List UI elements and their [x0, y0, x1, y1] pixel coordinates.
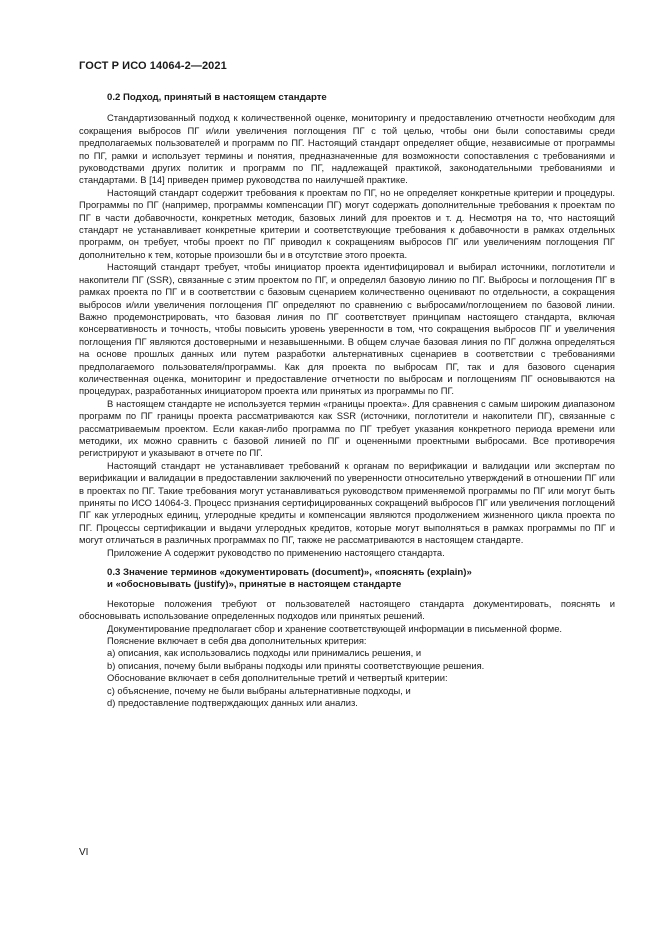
document-code-header: ГОСТ Р ИСО 14064-2—2021: [79, 60, 227, 72]
section-heading-0-3-line2: и «обосновывать (justify)», принятые в настоящем стандарте: [107, 579, 402, 591]
list-item: d) предоставление подтверждающих данных или анализ.: [107, 697, 358, 709]
section-heading-0-2: 0.2 Подход, принятый в настоящем стандарте: [107, 92, 327, 103]
paragraph: Настоящий стандарт требует, чтобы инициатор проекта идентифицировал и выбирал источники, поглотители и накопители ПГ (SSR), связанные с этим проектом по ПГ, и определял базовую линию по ПГ. Выбросы и поглощения ПГ в рамках проекта по ПГ и в соответствии с базовым сценарием количественно оценивают по отдельности, а сокращения выбросов и/или увеличения поглощения ПГ определяют по сравнению с выбросами/поглощением по базовой линии. Важно продемонстрировать, что базовая линия по ПГ соответствует принципам настоящего стандарта, включая консервативность и точность, чтобы повысить уровень уверенности в том, что сокращения выбросов ПГ и увеличения поглощения ПГ являются достоверными и незавышенными. В общем случае базовая линия по ПГ должна определяться на основе прошлых данных или путем разработки альтернативных сценариев в соответствии с требованиями предполагаемого пользователя/программы. Как для проекта по выбросам ПГ, так и для базового сценария количественная оценка, мониторинг и предоставление отчетности по выбросам и поглощениям ПГ основываются на процедурах, разработанных инициатором проекта или принятых из программы по ПГ.: [79, 261, 615, 397]
paragraph: Документирование предполагает сбор и хранение соответствующей информации в письменной форме.: [107, 622, 563, 634]
paragraph: Обоснование включает в себя дополнительные третий и четвертый критерии:: [107, 672, 448, 684]
paragraph: Настоящий стандарт не устанавливает требований к органам по верификации и валидации или экспертам по верификации и валидации в предоставлении заключений по уверенности относительно утверждений в отношении ПГ или в проектах по ПГ. Такие требования могут устанавливаться руководством применяемой программы по ПГ или могут быть приняты по ИСО 14064-3. Процесс признания сертифицированных сокращений выбросов ПГ или увеличения поглощений ПГ как углеродных единиц, углеродные кредиты и компенсации являются продолжением жизненного цикла проекта по ПГ. Процессы сертификации и выдачи углеродных кредитов, которые могут выполняться в рамках программы по ПГ и могут отличаться в различных программах по ПГ, также не рассматриваются в настоящем стандарте.: [79, 459, 615, 546]
paragraph: В настоящем стандарте не используется термин «границы проекта». Для сравнения с самым широким диапазоном программ по ПГ границы проекта рассматриваются как SSR (источники, поглотители и накопители ПГ), связанные с рассматриваемым проектом. Если какая-либо программа по ПГ требует указания конкретного периода времени или методики, их можно сравнить с базовой линией по ПГ и оцененными проектными выбросами. Все противоречия регистрируют и указывают в отчете по ПГ.: [79, 397, 615, 459]
page-number: VI: [79, 847, 89, 858]
section-heading-0-3: [79, 567, 615, 592]
list-item: c) объяснение, почему не были выбраны альтернативные подходы, и: [107, 684, 411, 696]
list-item: a) описания, как использовались подходы или принимались решения, и: [107, 647, 422, 659]
section-heading-0-3-line1: 0.3 Значение терминов «документировать (document)», «пояснять (explain)»: [107, 567, 472, 579]
paragraph: Настоящий стандарт содержит требования к проектам по ПГ, но не определяет конкретные критерии и процедуры. Программы по ПГ (например, программы компенсации ПГ) могут содержать дополнительные требования к проектам по ПГ в части добавочности, конкретных методик, базовых линий для проектов и т. д. Несмотря на то, что настоящий стандарт не устанавливает конкретные критерии и соответствующие требования к добавочности в рамках отдельных программ, он требует, чтобы проект по ПГ приводил к сокращениям выбросов ПГ или увеличениям поглощения ПГ дополнительно к тем, которые произошли бы и в отсутствие этого проекта.: [79, 186, 615, 260]
paragraph: Пояснение включает в себя два дополнительных критерия:: [107, 635, 367, 647]
paragraph: Стандартизованный подход к количественной оценке, мониторингу и предоставлению отчетности необходим для сокращения выбросов ПГ и/или увеличения поглощения ПГ с той целью, чтобы они были сопоставимы среди предполагаемых пользователей и программ по ПГ. Настоящий стандарт определяет общие, независимые от программы по ПГ, рамки и использует термины и понятия, предназначенные для возможности сопоставления с требованиями и руководствами других политик и программ по ПГ, надлежащей практикой, законодательными требованиями и стандартами. В [14] приведен пример руководства по наилучшей практике.: [79, 112, 615, 186]
document-body: [79, 92, 615, 710]
paragraph: Некоторые положения требуют от пользователей настоящего стандарта документировать, пояснять и обосновывать использование определенных подходов или принятых решений.: [79, 597, 615, 622]
list-item: b) описания, почему были выбраны подходы или приняты соответствующие решения.: [107, 659, 485, 671]
paragraph: Приложение А содержит руководство по применению настоящего стандарта.: [107, 546, 445, 558]
